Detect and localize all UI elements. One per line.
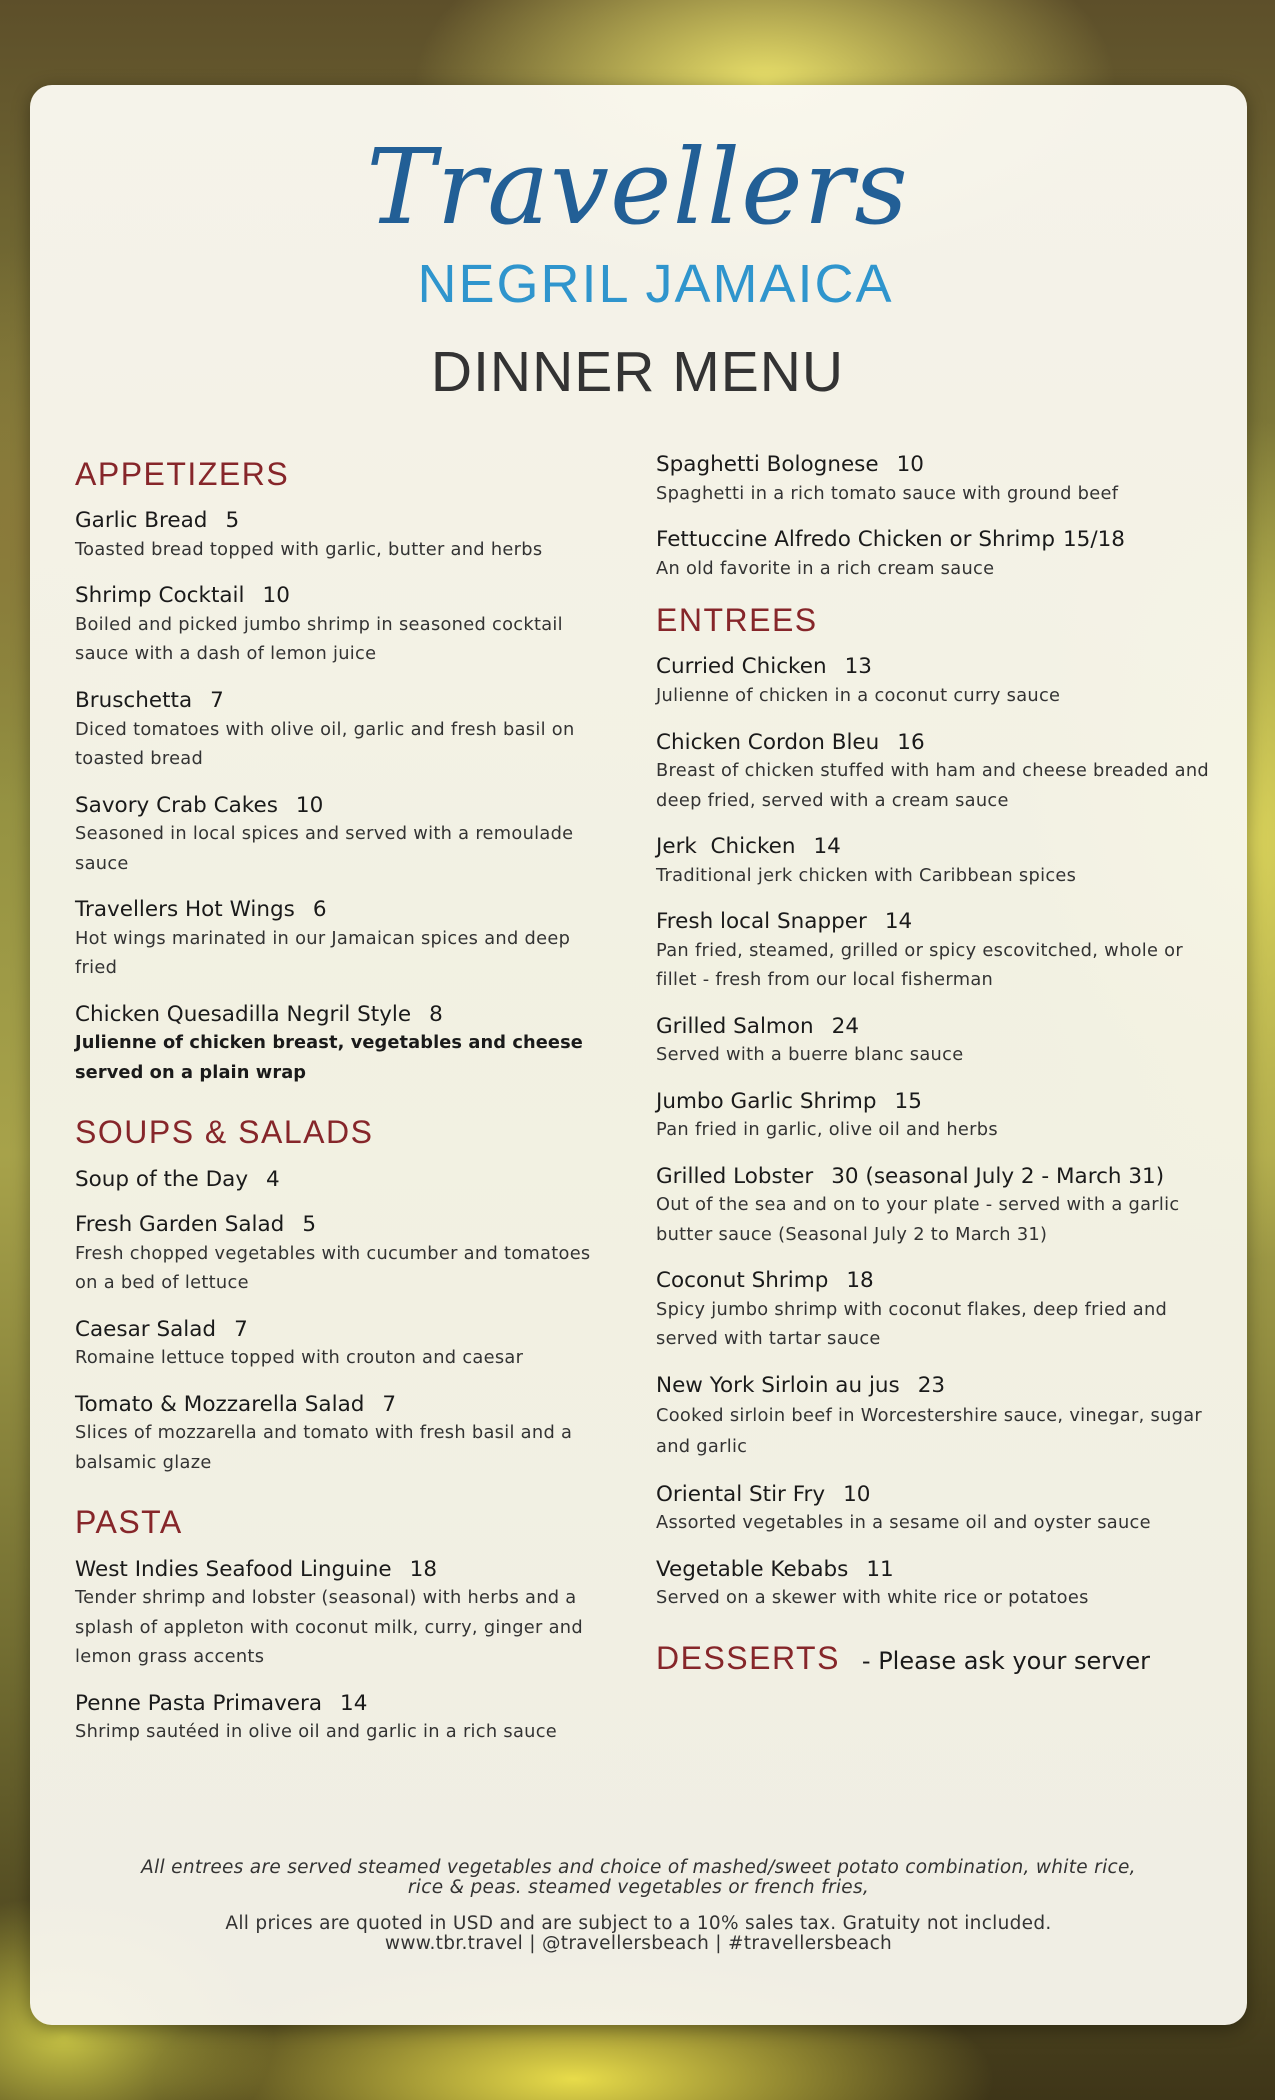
item-price: 10	[896, 452, 924, 477]
item-name: Garlic Bread	[75, 508, 208, 534]
item-price: 15	[894, 1088, 922, 1114]
item-price: 14	[813, 834, 841, 860]
menu-item	[656, 1163, 1216, 1250]
item-name: Fresh Garden Salad	[75, 1212, 285, 1238]
item-description: Romaine lettuce topped with crouton and caesar	[75, 1347, 524, 1369]
item-price: 10	[295, 792, 324, 818]
item-description: Diced tomatoes with olive oil, garlic and fresh basil on toasted bread	[75, 718, 575, 770]
menu-item	[656, 1556, 1216, 1613]
item-description: Julienne of chicken in a coconut curry sauce	[656, 685, 1061, 706]
item-name: West Indies Seafood Linguine	[75, 1556, 392, 1582]
item-name: Chicken Cordon Bleu	[656, 729, 880, 755]
item-name: Jumbo Garlic Shrimp	[656, 1088, 877, 1114]
item-price: 6	[312, 897, 327, 923]
footer-sides-note	[30, 1858, 1247, 1899]
item-description: Slices of mozzarella and tomato with fresh basil and a balsamic glaze	[75, 1422, 573, 1473]
menu-item	[75, 1391, 615, 1478]
menu-item	[75, 1556, 615, 1672]
footer-note-line: All entrees are served steamed vegetables and choice of mashed/sweet potato combination, white rice,	[141, 1857, 1136, 1878]
item-description: Tender shrimp and lobster (seasonal) with herbs and a splash of appleton with coconut milk, curry, ginger and lemon grass accents	[75, 1587, 583, 1668]
item-name: New York Sirloin au jus	[656, 1372, 900, 1398]
footer-social-line: www.tbr.travel | @travellersbeach | #travellersbeach	[384, 1933, 893, 1955]
item-price: 5	[302, 1212, 316, 1238]
menu-item	[75, 896, 615, 983]
section-title-pasta: PASTA	[75, 1504, 183, 1541]
section-title-entrees: ENTREES	[656, 602, 818, 639]
menu-item	[75, 1001, 615, 1088]
item-name: Vegetable Kebabs	[656, 1556, 849, 1582]
item-name: Jerk Chicken	[656, 834, 796, 860]
page-title: DINNER MENU	[430, 340, 845, 404]
footer-legal	[30, 1914, 1247, 1955]
item-price: 18	[409, 1556, 437, 1582]
item-price: 14	[340, 1690, 368, 1716]
item-name: Coconut Shrimp	[656, 1268, 829, 1294]
item-name: Grilled Salmon	[656, 1013, 814, 1039]
item-price: 13	[844, 654, 872, 680]
item-price: 5	[225, 508, 240, 534]
item-name: Chicken Quesadilla Negril Style	[75, 1001, 412, 1027]
menu-item	[75, 507, 615, 564]
item-price: 8	[429, 1001, 443, 1027]
item-description: Julienne of chicken breast, vegetables and cheese served on a plain wrap	[75, 1032, 583, 1083]
item-price: 24	[831, 1013, 860, 1039]
item-name: Fresh local Snapper	[656, 909, 867, 935]
item-description: Boiled and picked jumbo shrimp in seasoned cocktail sauce with a dash of lemon juice	[75, 613, 563, 665]
item-description: Breast of chicken stuffed with ham and cheese breaded and deep fried, served with a cream sauce	[656, 760, 1209, 811]
item-description: Served with a buerre blanc sauce	[656, 1044, 964, 1066]
item-name: Shrimp Cocktail	[75, 583, 245, 609]
item-price: 14	[884, 909, 913, 935]
item-description: Out of the sea and on to your plate - served with a garlic butter sauce (Seasonal July 2 to March 31)	[656, 1194, 1180, 1245]
item-price: 7	[382, 1391, 397, 1417]
item-name: Caesar Salad	[75, 1316, 217, 1342]
item-description: Hot wings marinated in our Jamaican spices and deep fried	[75, 927, 571, 979]
menu-item	[656, 451, 1216, 508]
item-description: Traditional jerk chicken with Caribbean spices	[656, 864, 1077, 886]
menu-item	[656, 908, 1216, 995]
item-description: Assorted vegetables in a sesame oil and oyster sauce	[656, 1512, 1151, 1534]
item-name: Spaghetti Bolognese	[656, 452, 879, 477]
desserts-note: - Please ask your server	[861, 1646, 1151, 1675]
item-price: 16	[897, 729, 925, 755]
menu-column-right	[656, 451, 1216, 1677]
menu-item	[656, 729, 1216, 816]
desserts-row	[656, 1639, 1216, 1677]
menu-item	[656, 526, 1216, 583]
menu-item	[656, 1372, 1216, 1463]
menu-item	[656, 1088, 1216, 1145]
menu-item	[75, 687, 615, 774]
item-description: Seasoned in local spices and served with a remoulade sauce	[75, 823, 574, 874]
menu-item	[656, 1013, 1216, 1070]
item-price: 10	[262, 583, 290, 609]
item-price: 4	[266, 1166, 280, 1192]
item-description: Fresh chopped vegetables with cucumber and tomatoes on a bed of lettuce	[75, 1242, 591, 1294]
item-name: Penne Pasta Primavera	[75, 1690, 323, 1716]
item-description: Spaghetti in a rich tomato sauce with ground beef	[656, 482, 1119, 504]
item-name: Savory Crab Cakes	[75, 792, 278, 818]
item-price: 15/18	[1063, 527, 1125, 553]
item-price: 7	[210, 688, 224, 714]
item-price: 10	[843, 1481, 871, 1507]
item-description: Cooked sirloin beef in Worcestershire sauce, vinegar, sugar and garlic	[656, 1404, 1203, 1458]
item-description: Served on a skewer with white rice or potatoes	[656, 1587, 1089, 1609]
menu-item	[75, 1211, 615, 1298]
item-price: 23	[917, 1372, 946, 1398]
menu-item	[75, 1316, 615, 1373]
menu-item	[656, 1481, 1216, 1538]
item-description: Spicy jumbo shrimp with coconut flakes, deep fried and served with tartar sauce	[656, 1298, 1168, 1350]
item-price: 30 (seasonal July 2 - March 31)	[831, 1163, 1165, 1189]
footer-prices-line: All prices are quoted in USD and are subject to a 10% sales tax. Gratuity not included.	[225, 1913, 1052, 1934]
brand-logo-text: Travellers	[366, 126, 909, 248]
menu-item	[656, 653, 1216, 710]
section-title-appetizers: APPETIZERS	[75, 456, 290, 492]
menu-item	[75, 1166, 615, 1194]
item-description: Pan fried in garlic, olive oil and herbs	[656, 1119, 998, 1141]
item-name: Bruschetta	[75, 688, 193, 714]
item-description: Toasted bread topped with garlic, butter and herbs	[75, 538, 543, 560]
menu-item	[75, 792, 615, 879]
item-name: Soup of the Day	[75, 1166, 249, 1192]
item-name: Oriental Stir Fry	[656, 1481, 826, 1507]
menu-column-left	[75, 455, 615, 1765]
item-name: Curried Chicken	[656, 654, 827, 680]
brand-location: NEGRIL JAMAICA	[417, 254, 894, 314]
menu-item	[75, 582, 615, 669]
item-price: 7	[234, 1316, 248, 1342]
item-description: Pan fried, steamed, grilled or spicy escovitched, whole or fillet - fresh from our local fisherman	[656, 939, 1183, 991]
item-description: Shrimp sautéed in olive oil and garlic in a rich sauce	[75, 1721, 558, 1743]
item-name: Grilled Lobster	[656, 1163, 814, 1189]
item-description: An old favorite in a rich cream sauce	[656, 557, 995, 579]
menu-item	[75, 1690, 615, 1747]
item-name: Tomato & Mozzarella Salad	[75, 1391, 365, 1417]
menu-item	[656, 833, 1216, 890]
section-title-soups-salads: SOUPS & SALADS	[75, 1114, 374, 1151]
item-name: Fettuccine Alfredo Chicken or Shrimp	[656, 527, 1055, 553]
item-price: 11	[866, 1556, 894, 1582]
menu-item	[656, 1267, 1216, 1354]
item-name: Travellers Hot Wings	[75, 897, 295, 923]
item-price: 18	[846, 1268, 874, 1294]
section-title-desserts: DESSERTS	[656, 1639, 840, 1676]
footer-note-line: rice & peas. steamed vegetables or french fries,	[407, 1877, 870, 1899]
